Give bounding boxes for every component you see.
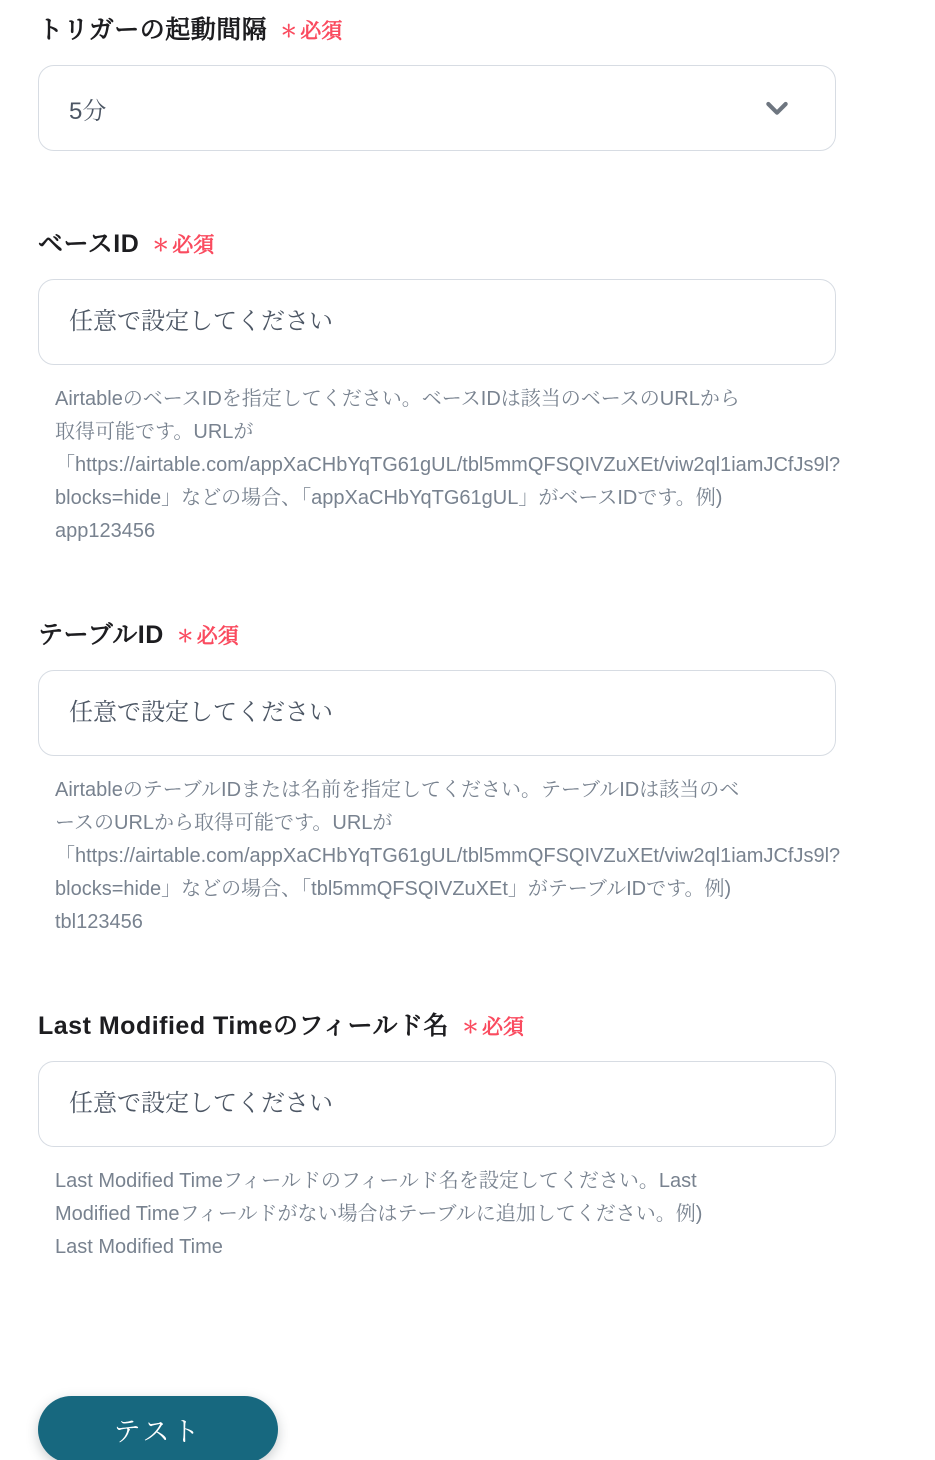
help-line: 「https://airtable.com/appXaCHbYqTG61gUL/tbl5mmQFSQIVZuXEt/viw2ql1iamJCfJs9l? [55,845,841,867]
help-line: Modified Timeフィールドがない場合はテーブルに追加してください。例) [55,1203,703,1225]
field-last-modified-time [38,1011,935,1264]
chevron-down-icon [761,92,793,124]
help-line: 取得可能です。URLが [55,421,254,443]
help-line: Last Modified Timeフィールドのフィールド名を設定してください。Last [55,1170,697,1192]
trigger-interval-selected-value: 5分 [69,97,107,125]
required-asterisk-icon: ＊ [152,236,170,255]
base-id-help-text [55,383,935,548]
field-table-id [38,620,935,939]
required-badge [152,232,214,259]
field-trigger-interval [38,15,935,151]
help-line: 「https://airtable.com/appXaCHbYqTG61gUL/tbl5mmQFSQIVZuXEt/viw2ql1iamJCfJs9l? [55,454,841,476]
required-label: 必須 [172,234,215,257]
field-base-id [38,229,935,548]
base-id-label: ベースID [38,230,140,258]
required-asterisk-icon: ＊ [176,627,194,646]
last-modified-time-input[interactable] [38,1061,836,1147]
table-id-input[interactable] [38,670,836,756]
base-id-input[interactable] [38,279,836,365]
last-modified-time-label-row [38,1011,935,1041]
required-label: 必須 [196,625,239,648]
trigger-interval-label-row [38,15,935,45]
help-line: tbl123456 [55,911,143,933]
base-id-label-row [38,229,935,259]
trigger-interval-select[interactable] [38,65,836,151]
required-label: 必須 [481,1016,524,1039]
table-id-label-row [38,620,935,650]
last-modified-time-help-text [55,1165,935,1264]
required-badge [462,1014,524,1041]
table-id-help-text [55,774,935,939]
help-line: blocks=hide」などの場合、「tbl5mmQFSQIVZuXEt」がテーブルIDです。例) [55,878,732,900]
required-asterisk-icon: ＊ [280,22,298,41]
required-label: 必須 [300,20,343,43]
required-badge [280,18,342,45]
required-asterisk-icon: ＊ [461,1018,479,1037]
help-line: Last Modified Time [55,1236,223,1258]
help-line: app123456 [55,520,156,542]
help-line: blocks=hide」などの場合、「appXaCHbYqTG61gUL」がベースIDです。例) [55,487,723,509]
last-modified-time-label: Last Modified Timeのフィールド名 [38,1012,449,1040]
trigger-interval-label: トリガーの起動間隔 [38,16,268,44]
help-line: AirtableのベースIDを指定してください。ベースIDは該当のベースのURLから [55,388,740,410]
help-line: AirtableのテーブルIDまたは名前を指定してください。テーブルIDは該当のベ [55,779,740,801]
table-id-label: テーブルID [38,621,164,649]
required-badge [177,623,239,650]
button-row [38,1396,935,1460]
test-button[interactable]: テスト [38,1396,278,1460]
help-line: ースのURLから取得可能です。URLが [55,812,393,834]
